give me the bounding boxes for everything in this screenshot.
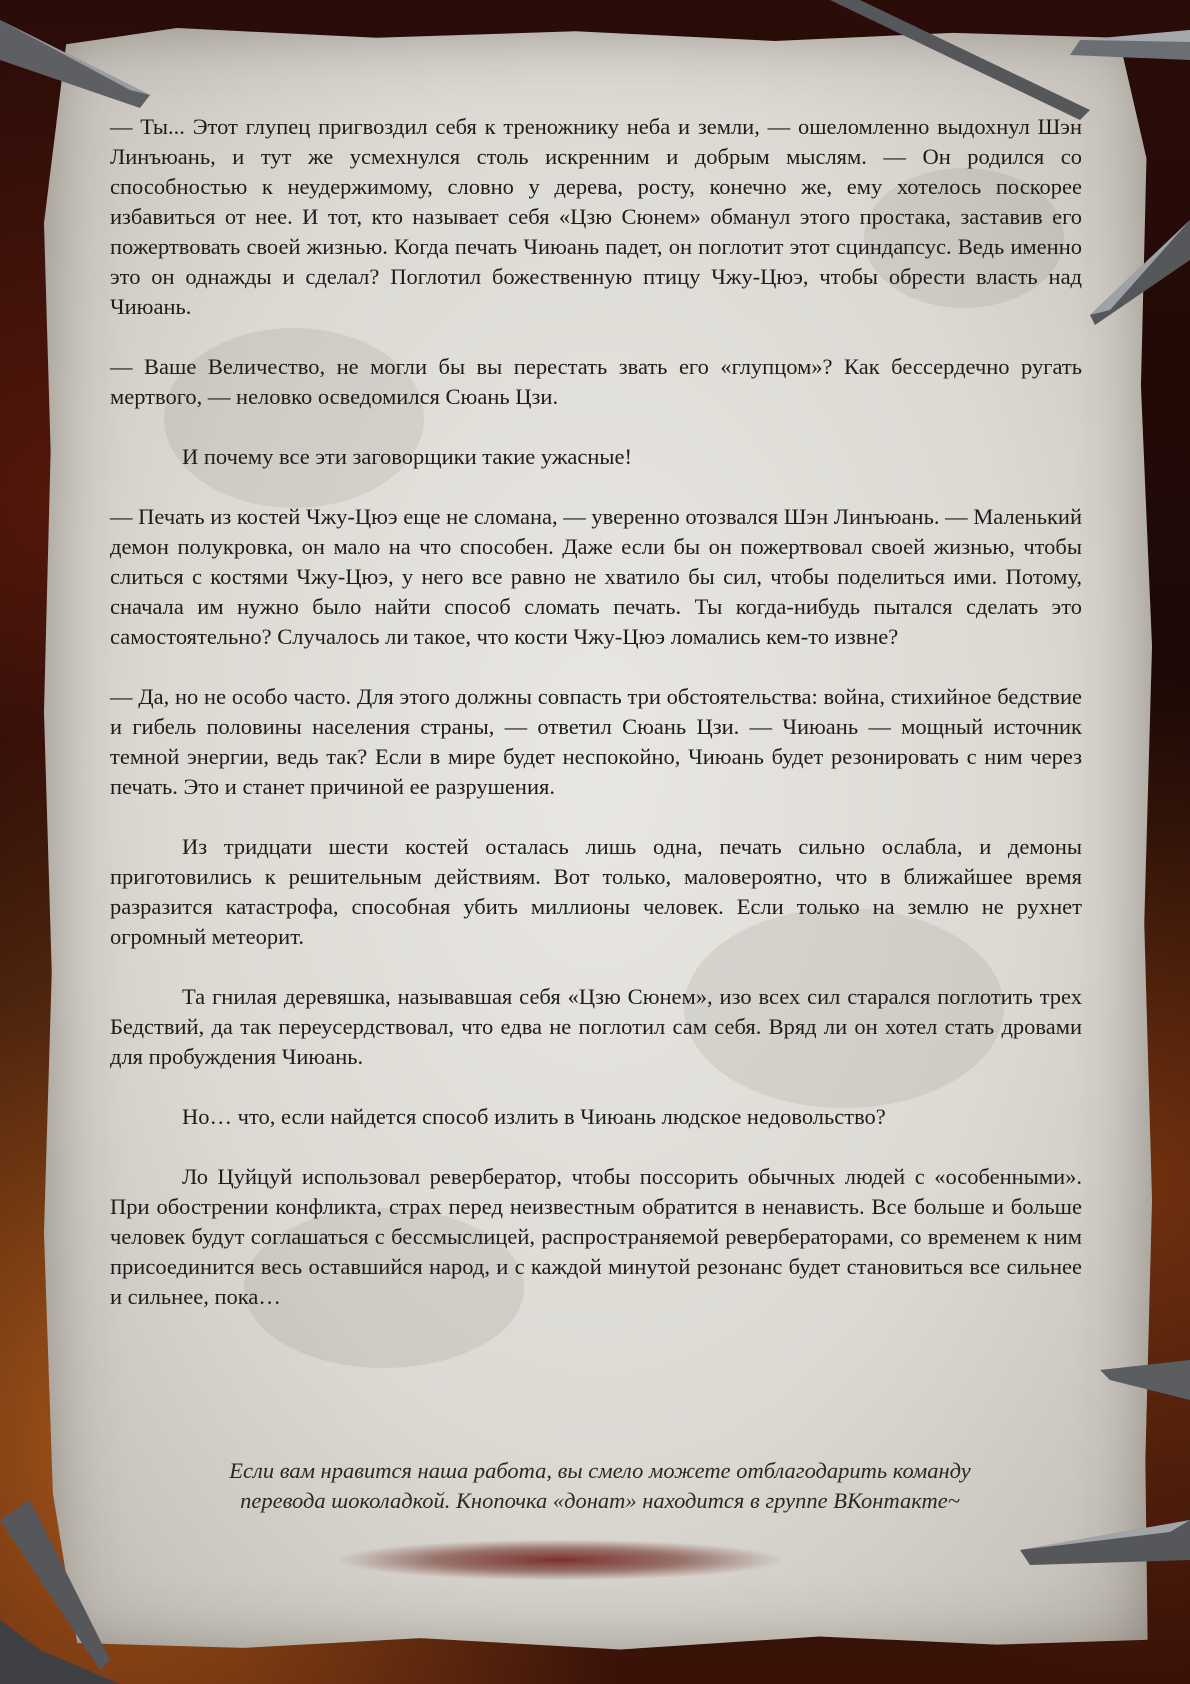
metal-spike-icon [0,1500,200,1684]
paragraph: Из тридцати шести костей осталась лишь одна, печать сильно ослабла, и демоны приготовились к решительным действиям. Вот только, маловероятно, что в ближайшее время разразится катастрофа, способная убить миллионы человек. Если только на землю не рухнет огромный метеорит. [110,834,1082,949]
donation-note-line: Если вам нравится наша работа, вы смело можете отблагодарить команду [229,1458,971,1483]
paragraph: — Ваше Величество, не могли бы вы перестать звать его «глупцом»? Как бессердечно ругать мертвого, — неловко осведомился Сюань Цзи. [110,354,1082,409]
paragraph: — Печать из костей Чжу-Цюэ еще не сломана, — уверенно отозвался Шэн Линъюань. — Маленький демон полукровка, он мало на что способен. Даже если бы он пожертвовал своей жизнью, чтобы слиться с костями Чжу-Цюэ, у него все равно не хватило бы сил, чтобы поделиться ими. Потому, сначала им нужно было найти способ сломать печать. Ты когда-нибудь пытался сделать это самостоятельно? Случалось ли такое, что кости Чжу-Цюэ ломались кем-то извне? [110,504,1082,649]
paragraph: Та гнилая деревяшка, называвшая себя «Цзю Сюнем», изо всех сил старался поглотить трех Бедствий, да так переусердствовал, что едва не поглотил сам себя. Вряд ли он хотел стать дровами для пробуждения Чиюань. [110,984,1082,1069]
metal-spike-icon [1020,1520,1190,1600]
paragraph: — Да, но не особо часто. Для этого должны совпасть три обстоятельства: война, стихийное бедствие и гибель половины населения страны, — ответил Сюань Цзи. — Чиюань — мощный источник темной энергии, ведь так? Если в мире будет неспокойно, Чиюань будет резонировать с ним через печать. Это и станет причиной ее разрушения. [110,684,1082,799]
article-body [110,112,1082,1342]
burnt-edge [340,1540,780,1580]
paragraph: — Ты... Этот глупец пригвоздил себя к треножнику неба и земли, — ошеломленно выдохнул Шэн Линъюань, и тут же усмехнулся столь искренним и добрым мыслям. — Он родился со способностью к неудержимому, словно у дерева, росту, конечно же, ему хотелось поскорее избавиться от нее. И тот, кто называет себя «Цзю Сюнем» обманул этого простака, заставив его пожертвовать своей жизнью. Когда печать Чиюань падет, он поглотит этот сциндапсус. Ведь именно это он однажды и сделал? Поглотил божественную птицу Чжу-Цюэ, чтобы обрести власть над Чиюань. [110,114,1082,319]
metal-spike-icon [830,0,1190,130]
paragraph: И почему все эти заговорщики такие ужасные! [182,444,633,469]
donation-note-line: перевода шоколадкой. Кнопочка «донат» находится в группе ВКонтакте~ [240,1488,960,1513]
metal-spike-icon [1090,220,1190,330]
donation-note [150,1456,1050,1516]
paragraph: Но… что, если найдется способ излить в Чиюань людское недовольство? [182,1104,886,1129]
paragraph: Ло Цуйцуй использовал ревербератор, чтобы поссорить обычных людей с «особенными». При обострении конфликта, страх перед неизвестным обратится в ненависть. Все больше и больше человек будут соглашаться с бессмыслицей, распространяемой ревербераторами, со временем к ним присоединится весь оставшийся народ, и с каждой минутой резонанс будет становиться все сильнее и сильнее, пока… [110,1164,1082,1309]
metal-spike-icon [1100,1360,1190,1450]
